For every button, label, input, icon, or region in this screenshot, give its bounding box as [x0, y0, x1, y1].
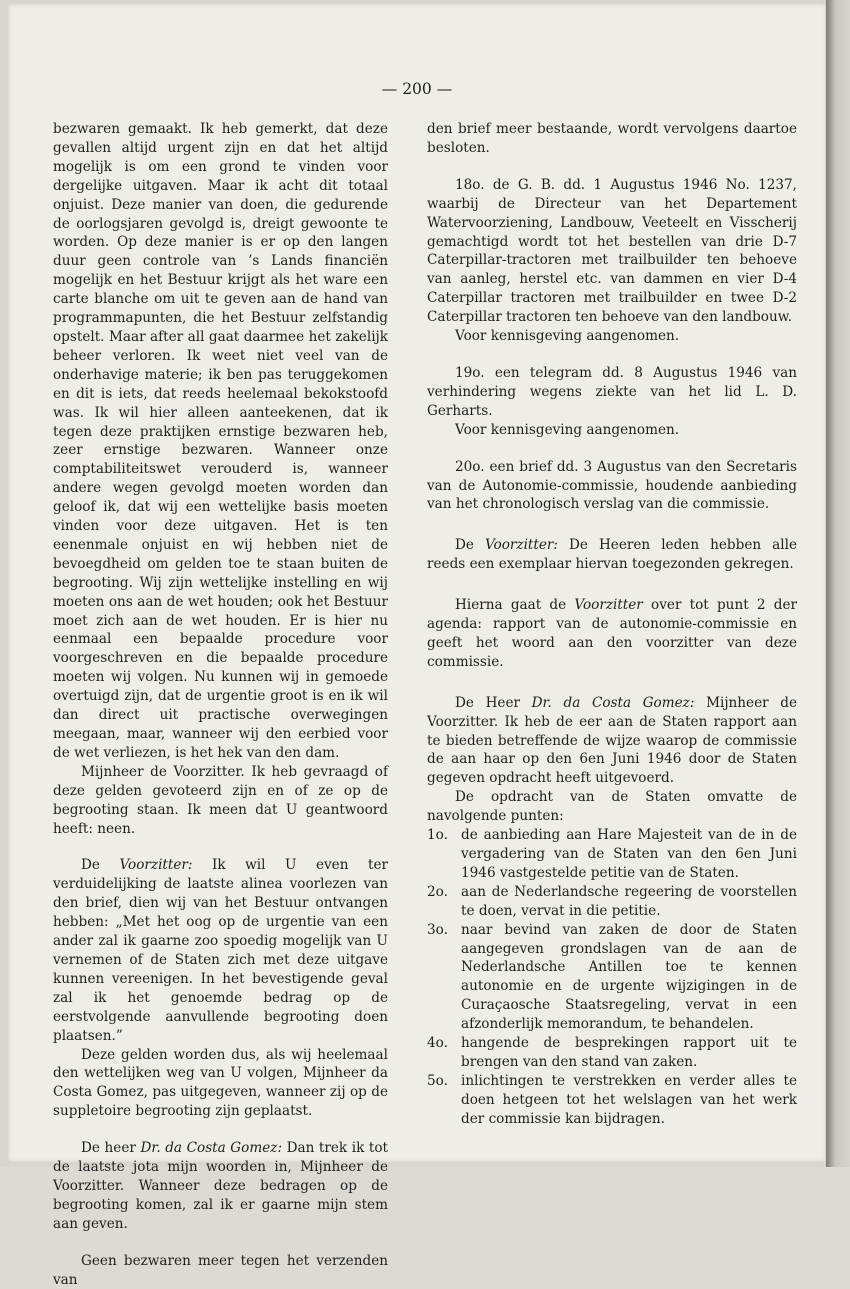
list-item: [427, 921, 797, 1034]
item-number: 5o.: [427, 1072, 448, 1089]
speaker-name: Voorzitter: [574, 597, 643, 614]
right-paragraph-2b: Voor kennisgeving aangenomen.: [455, 328, 680, 345]
right-paragraph-4: 20o. een brief dd. 3 Augustus van den Secretaris van de Autonomie-commissie, houdende aanbieding van het chronologisch verslag van die commissie.: [427, 458, 797, 513]
speaker-name: Dr. da Costa Gomez:: [140, 1140, 283, 1157]
prefix: De Heer: [455, 694, 532, 711]
item-text: hangende de besprekingen rapport uit te brengen van den stand van zaken.: [461, 1035, 797, 1070]
speech: Ik wil U even ter verduidelijking de laatste alinea voorlezen van den brief, dien wij van het Bestuur ontvangen hebben: „Met het oog op de urgentie van een ander zal ik gaarne zoo spoedig mogelijk van U vernemen of de Staten zich met deze uitgave kunnen vereenigen. In het bevestigende geval zal ik het genoemde bedrag op de eerstvolgende aanvullende begrooting doen plaatsen.”: [53, 857, 389, 1044]
prefix: De: [81, 857, 120, 874]
item-text: inlichtingen te verstrekken en verder alles te doen hetgeen tot het welslagen van het werk der commissie kan bijdragen.: [461, 1072, 797, 1127]
left-paragraph-5: [53, 1139, 388, 1234]
right-paragraph-2: 18o. de G. B. dd. 1 Augustus 1946 No. 1237, waarbij de Directeur van het Departement Watervoorziening, Landbouw, Veeteelt en Visscherij gemachtigd wordt tot het bestellen van drie D-7 Caterpillar-tractoren met trailbuilder ten behoeve van aanleg, herstel etc. van dammen en vier D-4 Caterpillar tractoren met trailbuilder en twee D-2 Caterpillar tractoren ten behoeve van den landbouw.: [427, 176, 797, 326]
right-paragraph-3b: Voor kennisgeving aangenomen.: [455, 421, 680, 438]
speech: Dan trek ik tot de laatste jota mijn woorden in, Mijnheer de Voorzitter. Wanneer deze bedragen op de begrooting komen, zal ik er gaarne mijn stem aan geven.: [53, 1140, 389, 1232]
prefix: De heer: [81, 1140, 141, 1157]
page-number: — 200 —: [381, 80, 453, 98]
left-paragraph-6: Geen bezwaren meer tegen het verzenden van: [53, 1252, 388, 1288]
left-paragraph-4: Deze gelden worden dus, als wij heelemaal den wettelijken weg van U volgen, Mijnheer da Costa Gomez, pas uitgegeven, wanneer zij op de suppletoire begrooting zijn geplaatst.: [53, 1046, 388, 1120]
item-text: naar bevind van zaken de door de Staten aangegeven grondslagen van de aan de Nederlandsche Antillen toe te kennen autonomie en de urgente wijzigingen in de Curaçaosche Staatsregeling, vervat in een afzonderlijk memorandum, te behandelen.: [461, 921, 797, 1033]
item-number: 4o.: [427, 1035, 448, 1052]
speech: over tot punt 2 der agenda: rapport van de autonomie-commissie en geeft het woord aan den voorzitter van deze commissie.: [427, 597, 797, 670]
left-paragraph-3: [53, 856, 388, 1045]
right-paragraph-6: [427, 596, 797, 672]
speech: De Heeren leden hebben alle reeds een exemplaar hiervan toegezonden gekregen.: [427, 537, 797, 573]
left-column: [53, 120, 388, 1289]
scan-edge: [826, 0, 850, 1167]
right-paragraph-3: 19o. een telegram dd. 8 Augustus 1946 van verhindering wegens ziekte van het lid L. D. Gerharts.: [427, 364, 797, 419]
speech: Mijnheer de Voorzitter. Ik heb de eer aan de Staten rapport aan te bieden betreffende de wijze waarop de commissie de aan haar op den 6en Juni 1946 door de Staten gegeven opdracht heeft uitgevoerd.: [427, 694, 798, 787]
speaker-name: Voorzitter:: [119, 857, 193, 874]
right-paragraph-5: [427, 536, 797, 574]
speaker-name: Voorzitter:: [484, 537, 558, 554]
right-paragraph-1: den brief meer bestaande, wordt vervolgens daartoe besloten.: [427, 121, 797, 156]
item-number: 2o.: [427, 883, 448, 900]
right-paragraph-7: [427, 694, 797, 789]
speaker-name: Dr. da Costa Gomez:: [531, 694, 695, 711]
left-paragraph-2: Mijnheer de Voorzitter. Ik heb gevraagd of deze gelden gevoteerd zijn en of ze op de begrooting staan. Ik meen dat U geantwoord heeft: neen.: [53, 763, 388, 837]
item-text: aan de Nederlandsche regeering de voorstellen te doen, vervat in die petitie.: [461, 883, 797, 919]
list-item: [427, 883, 797, 921]
list-item: [427, 826, 797, 883]
right-column: [427, 120, 797, 1129]
document-page: [8, 4, 826, 1288]
prefix: De: [455, 537, 485, 554]
left-paragraph-1: bezwaren gemaakt. Ik heb gemerkt, dat deze gevallen altijd urgent zijn en dat het altijd mogelijk is om een grond te vinden voor dergelijke uitgaven. Maar ik acht dit totaal onjuist. Deze manier van doen, die gedurende de oorlogsjaren gevolgd is, dreigt gewoonte te worden. Op deze manier is er op den langen duur geen controle van ’s Lands financiën mogelijk en het Bestuur krijgt als het ware een carte blanche om uit te geven aan de hand van programmapunten, die het Bestuur zelfstandig opstelt. Maar after all gaat daarmee het zakelijk beheer verloren. Ik weet niet veel van de onderhavige materie; ik ben pas teruggekomen en dit is iets, dat reeds heelemaal bekokstoofd was. Ik wil hier alleen aanteekenen, dat ik tegen deze praktijken ernstige bezwaren heb, zeer ernstige bezwaren. Wanneer onze comptabiliteitswet verouderd is, wanneer andere wegen gevolgd moeten worden dan geloof ik, dat wij een wettelijke basis moeten vinden voor deze uitgaven. Het is ten eenenmale onjuist en wij hebben niet de bevoegdheid om gelden toe te staan buiten de begrooting. Wij zijn wettelijke instelling en wij moeten ons aan de wet houden; ook het Bestuur moet zich aan de wet houden. Er is hier nu eenmaal een bepaalde procedure voor voorgeschreven en die bepaalde procedure moeten wij volgen. Nu kunnen wij in gemoede overtuigd zijn, dat de urgentie groot is en ik wil dan direct uit practische overwegingen meegaan, maar, wanneer wij den eerbied voor de wet verliezen, is het hek van den dam.: [53, 121, 388, 761]
right-paragraph-8: De opdracht van de Staten omvatte de navolgende punten:: [427, 789, 797, 825]
list-item: [427, 1034, 797, 1072]
prefix: Hierna gaat de: [455, 597, 575, 614]
item-text: de aanbieding aan Hare Majesteit van de in de vergadering van de Staten van den 6en Juni 1946 vastgestelde petitie van de Staten.: [461, 827, 797, 881]
list-item: [427, 1072, 797, 1129]
item-number: 3o.: [427, 921, 448, 938]
agenda-list: [427, 826, 797, 1129]
item-number: 1o.: [427, 827, 448, 844]
